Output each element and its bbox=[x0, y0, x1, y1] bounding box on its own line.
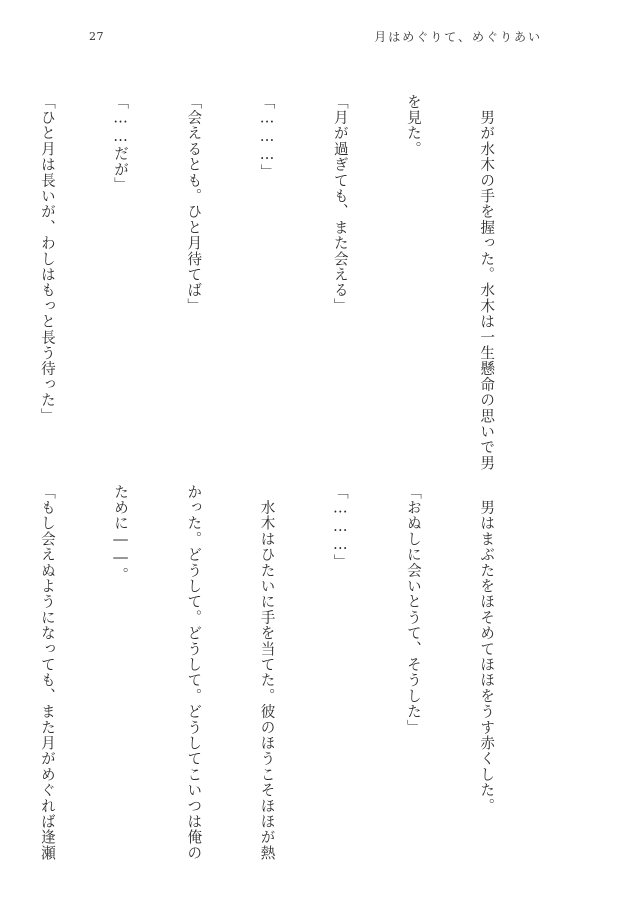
page-number: 27 bbox=[89, 30, 104, 43]
text-line: 「………」 bbox=[331, 484, 349, 570]
text-line: 「もし会えぬようになっても、また月がめぐれば逢瀬 bbox=[38, 484, 56, 861]
text-line: を見た。 bbox=[404, 94, 422, 157]
lower-text-block bbox=[38, 484, 547, 861]
text-line: 「……だが」 bbox=[112, 94, 130, 193]
text-line: 「会えるとも。ひと月待てば」 bbox=[185, 94, 203, 314]
running-title: 月はめぐりて、めぐりあい bbox=[374, 30, 542, 44]
text-line: 男が水木の手を握った。水木は一生懸命の思いで男 bbox=[478, 94, 496, 471]
text-line: ために――。 bbox=[112, 484, 130, 583]
text-line: かった。どうして。どうして。どうしてこいつは俺の bbox=[185, 484, 203, 861]
text-line: 「………」 bbox=[258, 94, 276, 180]
text-line: 「おぬしに会いとうて、そうした」 bbox=[404, 484, 422, 736]
text-line: 「ひと月は長いが、わしはもっと長う待った」 bbox=[38, 94, 56, 424]
text-line: 男はまぶたをほそめてほほをうす赤くした。 bbox=[478, 484, 496, 814]
text-line: 「月が過ぎても、また会える」 bbox=[331, 94, 349, 314]
text-line: 水木はひたいに手を当てた。彼のほうこそほほが熱 bbox=[258, 484, 276, 861]
upper-text-block bbox=[38, 94, 547, 471]
